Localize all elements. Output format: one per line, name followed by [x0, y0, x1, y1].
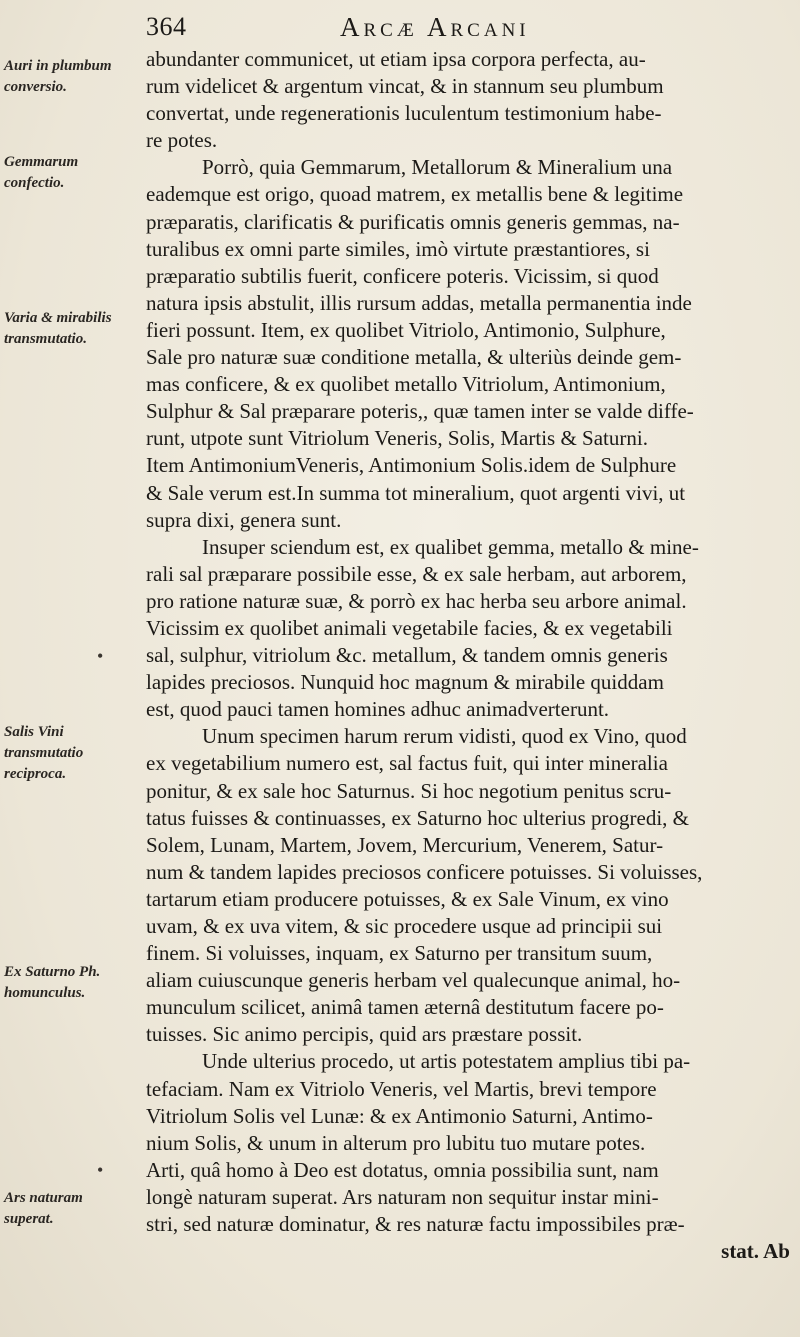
text-line: finem. Si voluisses, inquam, ex Saturno per transitum suum, [146, 941, 653, 966]
text-line: runt, utpote sunt Vitriolum Veneris, Solis, Martis & Saturni. [146, 426, 648, 451]
text-line: tuisses. Sic animo percipis, quid ars præstare possit. [146, 1022, 583, 1047]
text-line: munculum scilicet, animâ tamen æternâ destitutum facere po- [146, 995, 664, 1020]
text-line: natura ipsis abstulit, illis rursum addas, metalla permanentia inde [146, 290, 692, 315]
text-line: Unde ulterius procedo, ut artis potestatem amplius tibi pa- [202, 1049, 691, 1074]
text-line: Vicissim ex quolibet animali vegetabile facies, & ex vegetabili [146, 615, 673, 640]
text-line: præparatis, clarificatis & purificatis omnis generis gemmas, na- [146, 209, 680, 234]
body-text [146, 46, 794, 1265]
text-line: uvam, & ex uva vitem, & sic procedere usque ad principii sui [146, 914, 663, 938]
page-number: 364 [146, 12, 187, 41]
text-line: Unum specimen harum rerum vidisti, quod ex Vino, quod [202, 724, 687, 749]
text-line: Porrò, quia Gemmarum, Metallorum & Mineralium una [202, 155, 673, 180]
text-line: tartarum etiam producere potuisses, & ex Sale Vinum, ex vino [146, 886, 669, 911]
marginal-note: Auri in plumbum conversio. [4, 58, 112, 95]
text-line: longè naturam superat. Ars naturam non sequitur instar mini- [146, 1184, 659, 1209]
text-line: præparatio subtilis fuerit, conficere poteris. Vicissim, si quod [146, 263, 659, 288]
text-line: Arti, quâ homo à Deo est dotatus, omnia possibilia sunt, nam [146, 1157, 659, 1182]
text-line: Solem, Lunam, Martem, Jovem, Mercurium, Venerem, Satur- [146, 832, 664, 857]
marginal-note: Ars naturam superat. [4, 1190, 83, 1227]
catchword: stat. Ab [721, 1239, 790, 1264]
text-line: Item AntimoniumVeneris, Antimonium Solis.idem de Sulphure [146, 453, 677, 478]
text-line: rali sal præparare possibile esse, & ex sale herbam, aut arborem, [146, 561, 687, 586]
text-line: Sale pro naturæ suæ conditione metalla, & ulteriùs deinde gem- [146, 345, 682, 370]
text-line: nium Solis, & unum in alterum pro lubitu tuo mutare potes. [146, 1130, 646, 1155]
text-line: re potes. [146, 128, 218, 153]
text-line: eademque est origo, quoad matrem, ex metallis bene & legitime [146, 182, 684, 207]
margin-mark: • [97, 646, 104, 666]
text-line: turalibus ex omni parte similes, imò virtute præstantiores, si [146, 236, 650, 261]
text-line: supra dixi, genera sunt. [146, 507, 342, 532]
text-line: num & tandem lapides preciosos conficere potuisses. Si voluisses, [146, 859, 703, 884]
marginal-note: Varia & mirabilis transmutatio. [4, 310, 112, 347]
text-line: convertat, unde regenerationis luculentum testimonium habe- [146, 101, 662, 126]
text-line: lapides preciosos. Nunquid hoc magnum & mirabile quiddam [146, 670, 664, 695]
marginal-note: Gemmarum confectio. [4, 154, 79, 191]
text-line: ex vegetabilium numero est, sal factus fuit, qui inter mineralia [146, 751, 668, 776]
marginal-note: Ex Saturno Ph. homunculus. [4, 964, 101, 1001]
text-line: Sulphur & Sal præparare poteris,, quæ tamen inter se valde diffe- [146, 399, 694, 424]
text-line: aliam cuiuscunque generis herbam vel qualecunque animal, ho- [146, 968, 681, 993]
text-line: Vitriolum Solis vel Lunæ: & ex Antimonio Saturni, Antimo- [146, 1103, 653, 1128]
text-line: mas conficere, & ex quolibet metallo Vitriolum, Antimonium, [146, 372, 666, 397]
text-line: pro ratione naturæ suæ, & porrò ex hac herba seu arbore animal. [146, 588, 687, 613]
marginal-note: Salis Vini transmutatio reciproca. [4, 724, 84, 782]
text-line: sal, sulphur, vitriolum &c. metallum, & tandem omnis generis [146, 643, 668, 668]
page-header [140, 8, 780, 44]
text-line: abundanter communicet, ut etiam ipsa corpora perfecta, au- [146, 47, 646, 71]
running-head: Arcæ Arcani [340, 12, 530, 42]
text-line: tefaciam. Nam ex Vitriolo Veneris, vel Martis, brevi tempore [146, 1076, 657, 1101]
text-line: rum videlicet & argentum vincat, & in stannum seu plumbum [146, 74, 664, 99]
text-line: Insuper sciendum est, ex qualibet gemma, metallo & mine- [202, 534, 699, 559]
text-line: est, quod pauci tamen homines adhuc animadverterunt. [146, 697, 610, 722]
text-line: fieri possunt. Item, ex quolibet Vitriolo, Antimonio, Sulphure, [146, 317, 666, 342]
text-line: stri, sed naturæ dominatur, & res naturæ factu impossibiles præ- [146, 1212, 685, 1237]
margin-mark: • [97, 1160, 104, 1180]
text-line: tatus fuisses & continuasses, ex Saturno hoc ulterius progredi, & [146, 805, 689, 830]
text-line: ponitur, & ex sale hoc Saturnus. Si hoc negotium penitus scru- [146, 778, 672, 803]
text-line: & Sale verum est.In summa tot mineralium, quot argenti vivi, ut [146, 480, 686, 505]
